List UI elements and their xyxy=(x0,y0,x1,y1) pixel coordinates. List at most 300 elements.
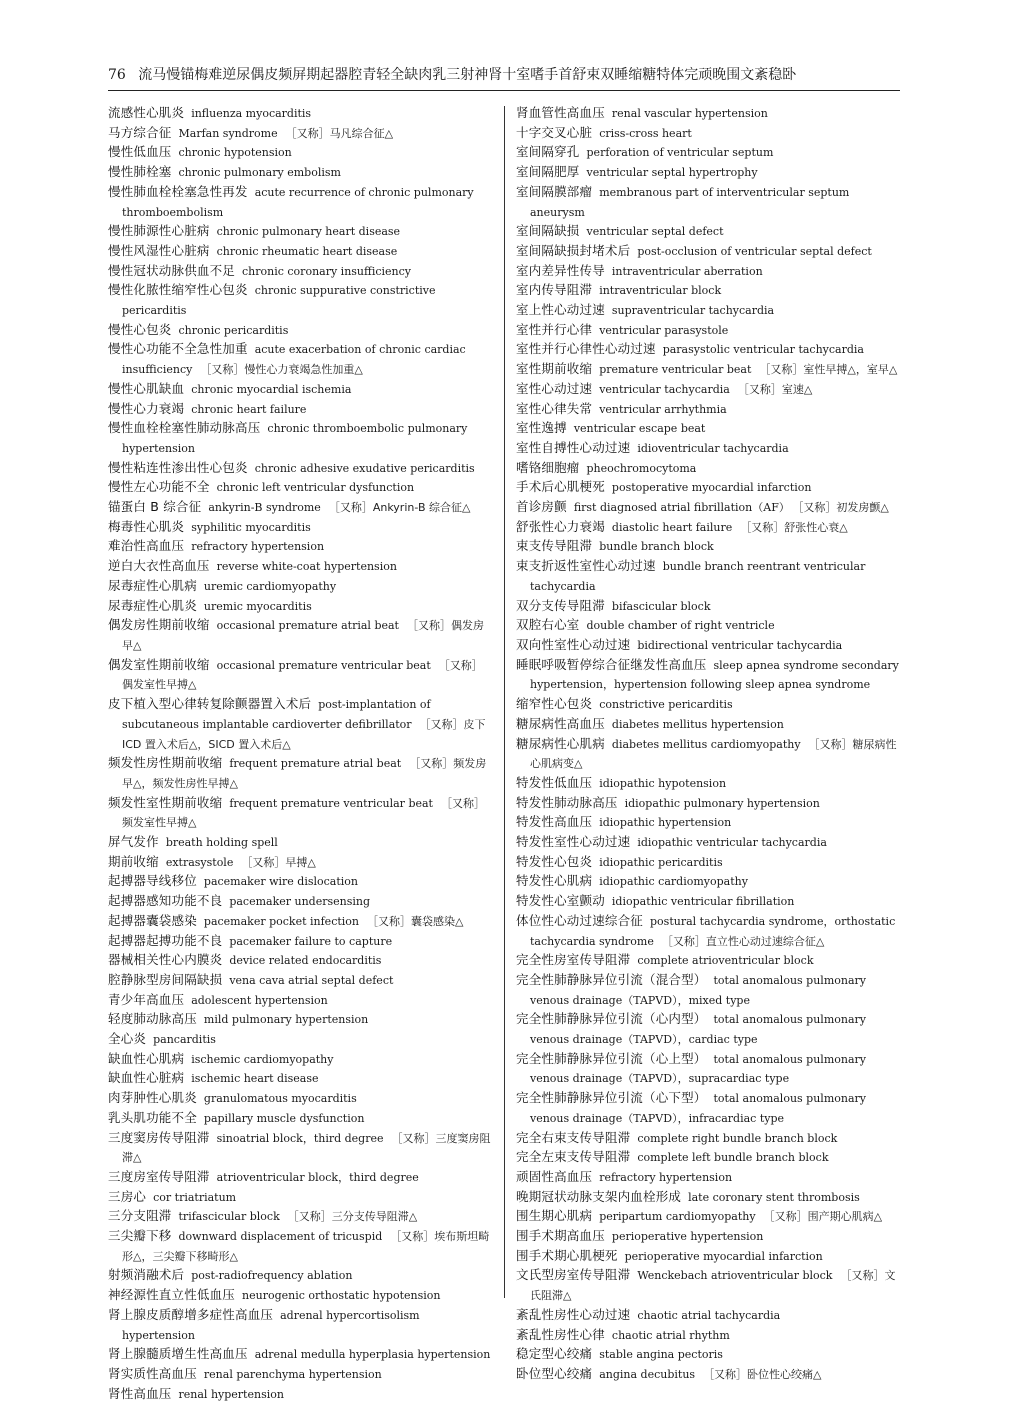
term-entry xyxy=(108,537,493,557)
term-chinese: 束支折返性室性心动过速 xyxy=(516,558,656,574)
term-entry xyxy=(108,971,493,991)
term-chinese: 慢性心包炎 xyxy=(108,321,172,337)
term-entry xyxy=(108,1109,493,1129)
term-english: sleep apnea syndrome secondary hypertension，hypertension following sleep apnea syndrome xyxy=(530,658,899,692)
term-english: total anomalous pulmonary venous drainage（TAPVD），cardiac type xyxy=(530,1013,866,1047)
term-alias: ［又称］囊袋感染△ xyxy=(367,914,464,928)
term-chinese: 室间隔缺损封堵术后 xyxy=(516,242,631,258)
term-chinese: 期前收缩 xyxy=(108,853,159,869)
term-entry xyxy=(108,321,493,341)
term-entry xyxy=(516,242,900,262)
term-entry xyxy=(516,813,900,833)
term-english: total anomalous pulmonary venous drainage（TAPVD），mixed type xyxy=(530,973,866,1007)
term-english: syphilitic myocarditis xyxy=(191,520,311,534)
term-alias: ［又称］偶发室性早搏△ xyxy=(122,658,483,692)
term-entry xyxy=(516,321,900,341)
term-english: papillary muscle dysfunction xyxy=(203,1111,365,1125)
term-english: adrenal hypercortisolism hypertension xyxy=(122,1308,420,1342)
term-entry xyxy=(516,439,900,459)
term-entry xyxy=(108,1286,493,1306)
term-english: membranous part of interventricular septum aneurysm xyxy=(530,185,850,219)
term-english: constrictive pericarditis xyxy=(599,698,733,712)
term-english: complete atrioventricular block xyxy=(637,954,814,968)
term-entry xyxy=(108,1345,493,1365)
term-entry xyxy=(516,695,900,715)
term-entry xyxy=(108,1227,493,1266)
term-english: pacemaker pocket infection xyxy=(203,914,360,928)
term-chinese: 青少年高血压 xyxy=(108,991,185,1007)
term-entry xyxy=(108,163,493,183)
term-english: frequent premature atrial beat xyxy=(229,757,402,771)
term-english: chronic pulmonary heart disease xyxy=(216,225,401,239)
term-chinese: 束支传导阻滞 xyxy=(516,538,593,554)
term-entry xyxy=(516,1306,900,1326)
term-chinese: 三尖瓣下移 xyxy=(108,1228,172,1244)
term-english: idiopathic hypotension xyxy=(599,776,727,790)
term-english: pacemaker failure to capture xyxy=(229,934,393,948)
term-english: chronic hypotension xyxy=(178,146,292,160)
term-chinese: 室性期前收缩 xyxy=(516,361,593,377)
term-entry xyxy=(108,577,493,597)
term-english: ankyrin-B syndrome xyxy=(208,501,321,515)
term-chinese: 晚期冠状动脉支架内血栓形成 xyxy=(516,1188,682,1204)
term-english: chronic pulmonary embolism xyxy=(178,166,341,180)
term-chinese: 室内传导阻滞 xyxy=(516,282,593,298)
term-english: stable angina pectoris xyxy=(599,1348,723,1362)
term-chinese: 慢性心肌缺血 xyxy=(108,380,185,396)
term-alias: ［又称］埃布斯坦畸形△，三尖瓣下移畸形△ xyxy=(122,1230,490,1263)
term-entry xyxy=(108,1365,493,1385)
term-chinese: 特发性心包炎 xyxy=(516,853,593,869)
term-english: frequent premature ventricular beat xyxy=(229,796,433,810)
term-english: post-implantation of subcutaneous implantable cardioverter defibrillator xyxy=(122,698,431,731)
term-entry xyxy=(516,222,900,242)
term-alias: ［又称］卧位性心绞痛△ xyxy=(703,1368,822,1381)
term-entry xyxy=(108,892,493,912)
term-english: chronic adhesive exudative pericarditis xyxy=(254,461,475,475)
term-chinese: 室性心动过速 xyxy=(516,380,593,396)
term-english: renal hypertension xyxy=(178,1387,284,1401)
term-english: perioperative hypertension xyxy=(611,1230,764,1244)
term-entry xyxy=(108,222,493,242)
term-english: renal parenchyma hypertension xyxy=(203,1368,382,1381)
term-chinese: 室内差异性传导 xyxy=(516,262,605,278)
term-chinese: 紊乱性房性心律 xyxy=(516,1326,605,1342)
term-entry xyxy=(516,912,900,951)
term-english: idiopathic ventricular fibrillation xyxy=(611,895,795,909)
term-chinese: 神经源性直立性低血压 xyxy=(108,1287,236,1303)
term-entry xyxy=(516,1227,900,1247)
term-english: late coronary stent thrombosis xyxy=(688,1190,860,1204)
term-chinese: 尿毒症性心肌病 xyxy=(108,577,197,593)
term-alias: ［又称］初发房颤△ xyxy=(797,501,889,515)
term-english: cor triatriatum xyxy=(153,1190,237,1204)
term-entry xyxy=(108,991,493,1011)
term-chinese: 逆白大衣性高血压 xyxy=(108,558,210,574)
term-chinese: 慢性肺血栓栓塞急性再发 xyxy=(108,183,248,199)
term-alias: ［又称］早搏△ xyxy=(241,855,316,869)
term-english: Wenckebach atrioventricular block xyxy=(637,1269,833,1283)
term-entry xyxy=(516,1326,900,1346)
term-english: idioventricular tachycardia xyxy=(637,441,789,455)
term-english: uremic myocarditis xyxy=(203,599,312,613)
term-english: postoperative myocardial infarction xyxy=(611,481,812,495)
term-entry xyxy=(108,794,493,833)
term-english: sinoatrial block，third degree xyxy=(216,1131,384,1145)
term-alias: ［又称］室速△ xyxy=(737,382,813,396)
term-chinese: 围手术期心肌梗死 xyxy=(516,1247,618,1263)
term-entry xyxy=(516,1089,900,1128)
term-english: occasional premature atrial beat xyxy=(216,619,399,633)
term-english: chronic rheumatic heart disease xyxy=(216,244,398,258)
page-number: 76 xyxy=(108,67,126,83)
term-entry xyxy=(108,242,493,262)
term-chinese: 室性心律失常 xyxy=(516,400,593,416)
term-english: complete left bundle branch block xyxy=(637,1151,829,1165)
right-column xyxy=(516,104,900,1385)
term-chinese: 嗜铬细胞瘤 xyxy=(516,459,580,475)
term-chinese: 完全性肺静脉异位引流（心内型） xyxy=(516,1011,707,1027)
term-chinese: 肾实质性高血压 xyxy=(108,1366,197,1381)
term-entry xyxy=(516,774,900,794)
term-chinese: 偶发房性期前收缩 xyxy=(108,617,210,633)
term-chinese: 糖尿病性心肌病 xyxy=(516,735,605,751)
term-english: chronic myocardial ischemia xyxy=(191,382,352,396)
term-chinese: 慢性低血压 xyxy=(108,144,172,160)
column-divider xyxy=(504,106,505,1298)
term-entry xyxy=(516,656,900,695)
term-chinese: 完全性房室传导阻滞 xyxy=(516,952,631,968)
term-english: pacemaker wire dislocation xyxy=(203,875,359,889)
term-english: chronic suppurative constrictive pericarditis xyxy=(122,284,436,318)
term-chinese: 完全性肺静脉异位引流（心上型） xyxy=(516,1050,707,1066)
term-english: perforation of ventricular septum xyxy=(586,146,774,160)
term-entry xyxy=(108,1030,493,1050)
term-english: chaotic atrial tachycardia xyxy=(637,1308,781,1322)
term-english: atrioventricular block，third degree xyxy=(216,1170,419,1184)
term-entry xyxy=(108,1188,493,1208)
term-chinese: 起搏器起搏功能不良 xyxy=(108,932,223,948)
term-entry xyxy=(108,1069,493,1089)
term-entry xyxy=(516,971,900,1010)
term-entry xyxy=(108,557,493,577)
term-alias: ［又称］频发房早△，频发性房性早搏△ xyxy=(122,757,487,790)
term-chinese: 完全性肺静脉异位引流（心下型） xyxy=(516,1090,707,1106)
term-entry xyxy=(516,833,900,853)
term-chinese: 完全左束支传导阻滞 xyxy=(516,1149,631,1165)
term-entry xyxy=(516,1207,900,1227)
term-chinese: 室性自搏性心动过速 xyxy=(516,439,631,455)
term-english: influenza myocarditis xyxy=(191,107,312,120)
term-chinese: 慢性肺源性心脏病 xyxy=(108,223,210,239)
term-chinese: 慢性化脓性缩窄性心包炎 xyxy=(108,282,248,298)
term-alias: ［又称］舒张性心衰△ xyxy=(740,520,848,534)
term-alias: ［又称］室性早搏△，室早△ xyxy=(759,363,898,377)
term-english: acute exacerbation of chronic cardiac insufficiency xyxy=(122,343,466,377)
term-entry xyxy=(516,360,900,380)
term-chinese: 皮下植入型心律转复除颤器置入术后 xyxy=(108,696,312,712)
term-chinese: 难治性高血压 xyxy=(108,538,185,554)
term-entry xyxy=(108,616,493,655)
term-english: pancarditis xyxy=(153,1033,216,1047)
term-chinese: 频发性室性期前收缩 xyxy=(108,794,223,810)
term-entry xyxy=(108,1129,493,1168)
term-english: pacemaker undersensing xyxy=(229,895,371,909)
term-entry xyxy=(516,419,900,439)
term-chinese: 室性逸搏 xyxy=(516,420,567,436)
term-english: postural tachycardia syndrome，orthostatic tachycardia syndrome xyxy=(530,914,896,948)
term-chinese: 围生期心肌病 xyxy=(516,1208,593,1224)
term-chinese: 室性并行心律性心动过速 xyxy=(516,341,656,357)
term-entry xyxy=(516,459,900,479)
term-english: adolescent hypertension xyxy=(191,993,328,1007)
term-english: idiopathic ventricular tachycardia xyxy=(637,836,827,850)
term-entry xyxy=(108,656,493,695)
term-english: idiopathic pericarditis xyxy=(599,855,723,869)
term-chinese: 双向性室性心动过速 xyxy=(516,636,631,652)
term-entry xyxy=(516,1365,900,1385)
term-entry xyxy=(516,872,900,892)
term-english: ischemic cardiomyopathy xyxy=(191,1052,334,1066)
term-entry xyxy=(516,892,900,912)
term-chinese: 腔静脉型房间隔缺损 xyxy=(108,971,223,987)
term-entry xyxy=(516,1168,900,1188)
term-chinese: 特发性高血压 xyxy=(516,814,593,830)
term-chinese: 体位性心动过速综合征 xyxy=(516,912,644,928)
term-alias: ［又称］频发室性早搏△ xyxy=(122,796,485,830)
term-english: ventricular tachycardia xyxy=(599,382,730,396)
term-entry xyxy=(516,1188,900,1208)
term-english: Marfan syndrome xyxy=(178,126,278,140)
term-entry xyxy=(108,124,493,144)
term-chinese: 乳头肌功能不全 xyxy=(108,1109,197,1125)
term-entry xyxy=(516,1010,900,1049)
term-entry xyxy=(108,1385,493,1404)
term-chinese: 频发性房性期前收缩 xyxy=(108,755,223,771)
term-chinese: 完全右束支传导阻滞 xyxy=(516,1129,631,1145)
term-entry xyxy=(516,1050,900,1089)
term-chinese: 特发性心室颤动 xyxy=(516,893,605,909)
term-entry xyxy=(516,400,900,420)
term-chinese: 缺血性心脏病 xyxy=(108,1070,185,1086)
term-english: criss-cross heart xyxy=(599,126,692,140)
term-entry xyxy=(516,794,900,814)
term-entry xyxy=(108,1207,493,1227)
term-english: trifascicular block xyxy=(178,1210,280,1224)
term-chinese: 流感性心肌炎 xyxy=(108,105,185,120)
term-chinese: 轻度肺动脉高压 xyxy=(108,1011,197,1027)
term-chinese: 特发性室性心动过速 xyxy=(516,834,631,850)
term-chinese: 梅毒性心肌炎 xyxy=(108,518,185,534)
term-chinese: 缩窄性心包炎 xyxy=(516,696,593,712)
term-entry xyxy=(516,951,900,971)
term-entry xyxy=(108,754,493,793)
term-entry xyxy=(108,183,493,222)
term-english: occasional premature ventricular beat xyxy=(216,658,431,672)
term-entry xyxy=(516,735,900,774)
term-chinese: 睡眠呼吸暂停综合征继发性高血压 xyxy=(516,656,707,672)
term-english: uremic cardiomyopathy xyxy=(203,579,337,593)
term-entry xyxy=(108,419,493,458)
term-chinese: 室间隔穿孔 xyxy=(516,144,580,160)
term-english: breath holding spell xyxy=(165,836,278,850)
term-entry xyxy=(108,932,493,952)
term-english: intraventricular aberration xyxy=(611,264,763,278)
term-english: diabetes mellitus cardiomyopathy xyxy=(611,737,801,751)
term-english: mild pulmonary hypertension xyxy=(203,1013,369,1027)
term-entry xyxy=(108,143,493,163)
term-entry xyxy=(108,478,493,498)
term-english: intraventricular block xyxy=(599,284,722,298)
term-english: diabetes mellitus hypertension xyxy=(611,717,784,731)
term-english: bundle branch block xyxy=(599,540,714,554)
term-chinese: 慢性心功能不全急性加重 xyxy=(108,341,248,357)
term-entry xyxy=(108,912,493,932)
term-english: chaotic atrial rhythm xyxy=(611,1328,730,1342)
term-chinese: 慢性粘连性渗出性心包炎 xyxy=(108,459,248,475)
term-chinese: 糖尿病性高血压 xyxy=(516,715,605,731)
term-chinese: 偶发室性期前收缩 xyxy=(108,656,210,672)
term-entry xyxy=(108,872,493,892)
term-english: chronic left ventricular dysfunction xyxy=(216,481,415,495)
term-chinese: 慢性风湿性心脏病 xyxy=(108,242,210,258)
term-chinese: 特发性低血压 xyxy=(516,774,593,790)
term-english: chronic thromboembolic pulmonary hypertension xyxy=(122,422,468,455)
term-chinese: 特发性心肌病 xyxy=(516,873,593,889)
term-entry xyxy=(516,616,900,636)
term-entry xyxy=(516,537,900,557)
term-english: neurogenic orthostatic hypotension xyxy=(242,1289,441,1303)
term-english: chronic pericarditis xyxy=(178,323,289,337)
term-english: premature ventricular beat xyxy=(599,363,752,377)
term-english: first diagnosed atrial fibrillation（AF） xyxy=(573,501,790,515)
term-english: idiopathic hypertension xyxy=(599,816,732,830)
term-entry xyxy=(108,1050,493,1070)
term-chinese: 文氏型房室传导阻滞 xyxy=(516,1267,631,1283)
term-chinese: 锚蛋白 B 综合征 xyxy=(108,499,202,515)
term-entry xyxy=(108,104,493,124)
term-english: bundle branch reentrant ventricular tachycardia xyxy=(530,560,866,593)
term-english: adrenal medulla hyperplasia hypertension xyxy=(254,1348,491,1362)
term-entry xyxy=(516,597,900,617)
term-entry xyxy=(108,1168,493,1188)
term-entry xyxy=(108,262,493,282)
term-english: supraventricular tachycardia xyxy=(611,304,775,318)
term-entry xyxy=(108,340,493,379)
term-english: total anomalous pulmonary venous drainage（TAPVD），supracardiac type xyxy=(530,1052,866,1086)
term-entry xyxy=(108,833,493,853)
term-entry xyxy=(516,1247,900,1267)
term-entry xyxy=(516,163,900,183)
term-english: ventricular escape beat xyxy=(573,422,706,436)
term-chinese: 围手术期高血压 xyxy=(516,1228,605,1244)
term-alias: ［又称］围产期心肌病△ xyxy=(763,1210,883,1224)
term-entry xyxy=(516,518,900,538)
term-chinese: 室间隔肥厚 xyxy=(516,164,580,180)
term-english: reverse white-coat hypertension xyxy=(216,560,397,574)
term-chinese: 肉芽肿性心肌炎 xyxy=(108,1090,197,1106)
term-english: diastolic heart failure xyxy=(611,520,733,534)
term-chinese: 室间隔缺损 xyxy=(516,223,580,239)
left-column xyxy=(108,104,493,1404)
term-chinese: 缺血性心肌病 xyxy=(108,1050,185,1066)
term-entry xyxy=(108,951,493,971)
term-entry xyxy=(516,478,900,498)
term-entry xyxy=(516,124,900,144)
term-entry xyxy=(516,1345,900,1365)
term-entry xyxy=(108,853,493,873)
term-entry xyxy=(516,498,900,518)
term-entry xyxy=(516,183,900,222)
term-chinese: 器械相关性心内膜炎 xyxy=(108,952,223,968)
term-chinese: 起搏器囊袋感染 xyxy=(108,912,197,928)
term-chinese: 肾血管性高血压 xyxy=(516,105,605,120)
term-entry xyxy=(516,853,900,873)
term-entry xyxy=(108,498,493,518)
term-entry xyxy=(516,380,900,400)
term-chinese: 完全性肺静脉异位引流（混合型） xyxy=(516,971,707,987)
term-chinese: 射频消融术后 xyxy=(108,1267,185,1283)
term-english: idiopathic cardiomyopathy xyxy=(599,875,748,889)
term-chinese: 室性并行心律 xyxy=(516,321,593,337)
term-english: idiopathic pulmonary hypertension xyxy=(624,796,820,810)
term-alias: ［又称］慢性心力衰竭急性加重△ xyxy=(200,363,363,377)
term-english: double chamber of right ventricle xyxy=(586,619,775,633)
term-english: post-occlusion of ventricular septal defect xyxy=(637,244,872,258)
term-entry xyxy=(516,301,900,321)
term-english: downward displacement of tricuspid xyxy=(178,1230,383,1244)
term-english: ventricular septal defect xyxy=(586,225,724,239)
term-chinese: 手术后心肌梗死 xyxy=(516,479,605,495)
term-chinese: 室间隔膜部瘤 xyxy=(516,183,593,199)
term-english: post-radiofrequency ablation xyxy=(191,1269,353,1283)
term-entry xyxy=(108,1266,493,1286)
term-alias: ［又称］三分支传导阻滞△ xyxy=(287,1210,418,1224)
term-entry xyxy=(516,104,900,124)
term-chinese: 肾上腺髓质增生性高血压 xyxy=(108,1346,248,1362)
term-chinese: 稳定型心绞痛 xyxy=(516,1346,593,1362)
term-chinese: 双腔右心室 xyxy=(516,617,580,633)
term-alias: ［又称］糖尿病性心肌病变△ xyxy=(530,737,897,771)
term-english: ventricular parasystole xyxy=(599,323,729,337)
term-english: total anomalous pulmonary venous drainage（TAPVD），infracardiac type xyxy=(530,1092,866,1125)
term-entry xyxy=(108,400,493,420)
index-characters: 流马慢锚梅难逆尿偶皮频屏期起器腔青轻全缺肉乳三射神肾十室嗜手首舒束双睡缩糖特体完顽晚围文紊稳卧 xyxy=(138,67,797,83)
term-chinese: 尿毒症性心肌炎 xyxy=(108,597,197,613)
term-english: ventricular arrhythmia xyxy=(599,402,727,416)
term-chinese: 慢性血栓栓塞性肺动脉高压 xyxy=(108,420,261,436)
term-chinese: 顽固性高血压 xyxy=(516,1168,593,1184)
term-alias: ［又称］皮下 ICD 置入术后△，SICD 置入术后△ xyxy=(122,717,486,751)
term-english: renal vascular hypertension xyxy=(611,107,768,120)
term-chinese: 慢性心力衰竭 xyxy=(108,400,185,416)
term-english: granulomatous myocarditis xyxy=(203,1092,357,1106)
term-english: complete right bundle branch block xyxy=(637,1131,838,1145)
term-chinese: 肾上腺皮质醇增多症性高血压 xyxy=(108,1306,274,1322)
term-entry xyxy=(108,1010,493,1030)
term-chinese: 特发性肺动脉高压 xyxy=(516,794,618,810)
term-entry xyxy=(516,1266,900,1305)
term-english: device related endocarditis xyxy=(229,954,382,968)
term-entry xyxy=(516,557,900,596)
term-alias: ［又称］直立性心动过速综合征△ xyxy=(661,934,825,948)
term-chinese: 起搏器感知功能不良 xyxy=(108,893,223,909)
term-english: angina decubitus xyxy=(599,1368,696,1381)
term-english: parasystolic ventricular tachycardia xyxy=(662,343,864,357)
term-chinese: 紊乱性房性心动过速 xyxy=(516,1306,631,1322)
term-chinese: 三度窦房传导阻滞 xyxy=(108,1129,210,1145)
term-entry xyxy=(108,281,493,320)
